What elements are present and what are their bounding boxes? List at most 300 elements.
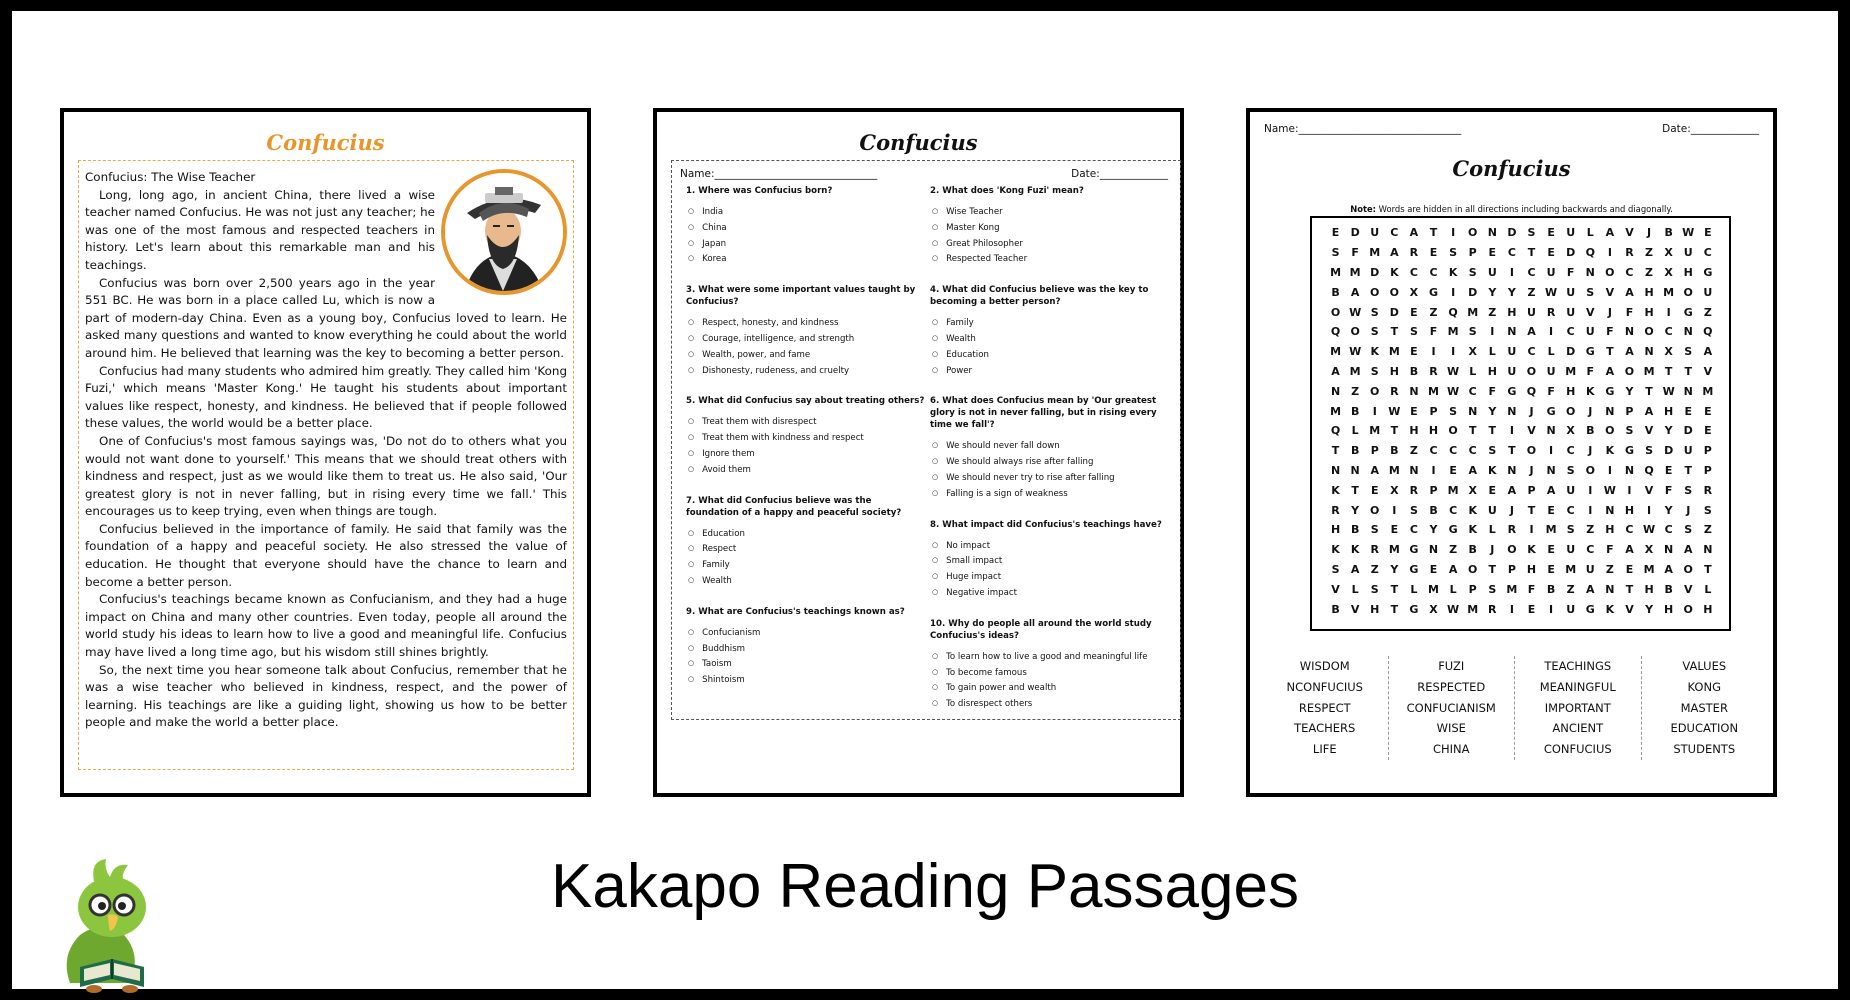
grid-letter[interactable]: H — [1566, 384, 1576, 398]
grid-letter[interactable]: N — [1644, 345, 1655, 359]
grid-letter[interactable]: L — [1351, 582, 1360, 596]
grid-letter[interactable]: C — [1703, 246, 1713, 260]
grid-letter[interactable]: L — [1449, 582, 1458, 596]
grid-letter[interactable]: I — [1431, 345, 1437, 359]
grid-letter[interactable]: K — [1331, 483, 1341, 497]
grid-letter[interactable]: H — [1703, 602, 1713, 616]
grid-letter[interactable]: A — [1350, 285, 1360, 299]
grid-letter[interactable]: X — [1644, 543, 1654, 557]
grid-letter[interactable]: L — [1704, 582, 1712, 596]
grid-letter[interactable]: T — [1645, 384, 1654, 398]
grid-letter[interactable]: C — [1566, 503, 1576, 517]
grid-letter[interactable]: H — [1624, 503, 1635, 517]
grid-letter[interactable]: D — [1389, 305, 1400, 319]
grid-letter[interactable]: I — [1588, 503, 1593, 517]
grid-letter[interactable]: E — [1410, 305, 1419, 319]
grid-letter[interactable]: P — [1507, 562, 1517, 576]
grid-letter[interactable]: W — [1447, 602, 1460, 616]
grid-letter[interactable]: N — [1487, 226, 1498, 240]
grid-letter[interactable]: M — [1388, 345, 1401, 359]
grid-letter[interactable]: U — [1487, 503, 1498, 517]
grid-letter[interactable]: N — [1507, 325, 1517, 339]
grid-letter[interactable]: T — [1331, 444, 1340, 458]
grid-letter[interactable]: N — [1624, 325, 1635, 339]
grid-letter[interactable]: A — [1605, 226, 1615, 240]
answer-option[interactable]: ○ Treat them with kindness and respect — [686, 431, 926, 447]
grid-letter[interactable]: K — [1468, 503, 1478, 517]
grid-letter[interactable]: S — [1370, 305, 1380, 319]
grid-letter[interactable]: S — [1566, 463, 1576, 477]
grid-letter[interactable]: X — [1664, 345, 1674, 359]
grid-letter[interactable]: A — [1625, 543, 1635, 557]
grid-letter[interactable]: N — [1428, 543, 1439, 557]
grid-letter[interactable]: O — [1683, 602, 1694, 616]
grid-letter[interactable]: Q — [1448, 305, 1459, 319]
grid-letter[interactable]: G — [1585, 345, 1596, 359]
grid-letter[interactable]: O — [1644, 325, 1655, 339]
grid-letter[interactable]: R — [1409, 483, 1419, 497]
grid-letter[interactable]: U — [1566, 602, 1576, 616]
grid-letter[interactable]: Y — [1645, 602, 1654, 616]
grid-letter[interactable]: T — [1508, 444, 1517, 458]
grid-letter[interactable]: K — [1527, 543, 1537, 557]
grid-letter[interactable]: U — [1527, 305, 1537, 319]
grid-letter[interactable]: O — [1389, 285, 1400, 299]
grid-letter[interactable]: D — [1566, 246, 1576, 260]
answer-option[interactable]: ○ Japan — [686, 237, 926, 253]
answer-option[interactable]: ○ To gain power and wealth — [930, 681, 1170, 697]
grid-letter[interactable]: O — [1605, 424, 1616, 438]
grid-letter[interactable]: M — [1663, 285, 1675, 299]
grid-letter[interactable]: U — [1546, 364, 1557, 378]
grid-letter[interactable]: A — [1703, 345, 1713, 359]
grid-letter[interactable]: N — [1546, 463, 1557, 477]
grid-letter[interactable]: O — [1683, 562, 1694, 576]
grid-letter[interactable]: H — [1507, 305, 1517, 319]
answer-option[interactable]: ○ Buddhism — [686, 642, 926, 658]
quiz-page[interactable] — [653, 108, 1184, 797]
grid-letter[interactable]: T — [1488, 562, 1497, 576]
grid-letter[interactable]: S — [1645, 444, 1654, 458]
grid-letter[interactable]: W — [1682, 226, 1695, 240]
grid-letter[interactable]: A — [1586, 582, 1596, 596]
grid-letter[interactable]: W — [1642, 523, 1656, 537]
answer-option[interactable]: ○ Avoid them — [686, 463, 926, 479]
grid-letter[interactable]: E — [1625, 562, 1634, 576]
grid-letter[interactable]: J — [1509, 503, 1515, 517]
grid-letter[interactable]: R — [1409, 246, 1419, 260]
grid-letter[interactable]: R — [1546, 305, 1556, 319]
grid-letter[interactable]: T — [1468, 424, 1477, 438]
grid-letter[interactable]: N — [1409, 384, 1420, 398]
grid-letter[interactable]: R — [1625, 246, 1635, 260]
grid-letter[interactable]: I — [1607, 463, 1613, 477]
grid-letter[interactable]: U — [1507, 364, 1517, 378]
grid-letter[interactable]: E — [1547, 562, 1556, 576]
answer-option[interactable]: ○ Huge impact — [930, 570, 1170, 586]
grid-letter[interactable]: E — [1429, 246, 1438, 260]
grid-letter[interactable]: N — [1605, 582, 1615, 596]
answer-option[interactable]: ○ Education — [930, 348, 1170, 364]
grid-letter[interactable]: S — [1370, 582, 1380, 596]
grid-letter[interactable]: C — [1625, 523, 1634, 537]
grid-letter[interactable]: U — [1566, 285, 1576, 299]
grid-letter[interactable]: R — [1703, 483, 1713, 497]
grid-letter[interactable]: N — [1409, 463, 1420, 477]
grid-letter[interactable]: X — [1390, 483, 1400, 497]
grid-letter[interactable]: A — [1527, 325, 1537, 339]
grid-letter[interactable]: B — [1390, 444, 1400, 458]
grid-letter[interactable]: T — [1625, 582, 1634, 596]
grid-letter[interactable]: Y — [1390, 562, 1399, 576]
grid-letter[interactable]: E — [1547, 246, 1556, 260]
grid-letter[interactable]: F — [1527, 582, 1536, 596]
grid-letter[interactable]: S — [1468, 325, 1478, 339]
grid-letter[interactable]: A — [1683, 543, 1693, 557]
grid-letter[interactable]: U — [1566, 305, 1576, 319]
grid-letter[interactable]: M — [1428, 582, 1440, 596]
grid-letter[interactable]: N — [1507, 463, 1517, 477]
grid-letter[interactable]: E — [1527, 602, 1536, 616]
grid-letter[interactable]: W — [1447, 384, 1460, 398]
grid-letter[interactable]: A — [1546, 483, 1556, 497]
grid-letter[interactable]: M — [1643, 364, 1656, 378]
grid-letter[interactable]: I — [1529, 523, 1535, 537]
grid-letter[interactable]: R — [1390, 384, 1400, 398]
grid-letter[interactable]: L — [1547, 345, 1556, 359]
grid-letter[interactable]: S — [1586, 285, 1595, 299]
grid-letter[interactable]: B — [1546, 582, 1556, 596]
grid-letter[interactable]: E — [1410, 345, 1419, 359]
grid-letter[interactable]: Q — [1526, 384, 1537, 398]
grid-letter[interactable]: Z — [1527, 285, 1536, 299]
grid-letter[interactable]: S — [1409, 325, 1419, 339]
answer-option[interactable]: ○ No impact — [930, 539, 1170, 555]
grid-letter[interactable]: G — [1507, 384, 1517, 398]
grid-letter[interactable]: G — [1546, 404, 1557, 418]
grid-letter[interactable]: N — [1330, 463, 1341, 477]
grid-letter[interactable]: N — [1507, 404, 1517, 418]
grid-letter[interactable]: Z — [1488, 305, 1497, 319]
grid-letter[interactable]: X — [1664, 265, 1674, 279]
grid-letter[interactable]: P — [1703, 463, 1713, 477]
grid-letter[interactable]: F — [1586, 364, 1595, 378]
grid-letter[interactable]: W — [1349, 345, 1362, 359]
grid-letter[interactable]: I — [1372, 404, 1378, 418]
grid-letter[interactable]: C — [1566, 325, 1576, 339]
grid-letter[interactable]: E — [1547, 503, 1556, 517]
grid-letter[interactable]: O — [1585, 463, 1596, 477]
grid-letter[interactable]: T — [1390, 602, 1399, 616]
grid-letter[interactable]: B — [1350, 404, 1360, 418]
grid-letter[interactable]: I — [1490, 325, 1495, 339]
grid-letter[interactable]: X — [1566, 424, 1576, 438]
grid-letter[interactable]: N — [1605, 503, 1615, 517]
grid-letter[interactable]: C — [1527, 265, 1537, 279]
grid-letter[interactable]: S — [1625, 424, 1634, 438]
grid-letter[interactable]: H — [1428, 424, 1439, 438]
answer-option[interactable]: ○ Wealth, power, and fame — [686, 348, 926, 364]
grid-letter[interactable]: B — [1664, 226, 1674, 240]
grid-letter[interactable]: A — [1331, 364, 1341, 378]
grid-letter[interactable]: Y — [1488, 404, 1497, 418]
grid-letter[interactable]: P — [1429, 483, 1439, 497]
grid-letter[interactable]: V — [1605, 285, 1615, 299]
grid-letter[interactable]: E — [1684, 404, 1693, 418]
grid-letter[interactable]: W — [1349, 305, 1362, 319]
grid-letter[interactable]: K — [1488, 463, 1498, 477]
grid-letter[interactable]: N — [1703, 543, 1713, 557]
grid-letter[interactable]: G — [1429, 285, 1439, 299]
grid-letter[interactable]: I — [1627, 483, 1632, 497]
grid-letter[interactable]: H — [1664, 404, 1674, 418]
grid-letter[interactable]: J — [1588, 444, 1593, 458]
grid-letter[interactable]: I — [1666, 305, 1672, 319]
grid-letter[interactable]: S — [1488, 444, 1497, 458]
grid-letter[interactable]: I — [1607, 246, 1613, 260]
grid-letter[interactable]: O — [1370, 503, 1380, 517]
answer-option[interactable]: ○ Respected Teacher — [930, 252, 1170, 268]
grid-letter[interactable]: F — [1351, 246, 1360, 260]
grid-letter[interactable]: I — [1392, 503, 1397, 517]
grid-letter[interactable]: R — [1507, 523, 1517, 537]
grid-letter[interactable]: V — [1331, 582, 1341, 596]
grid-letter[interactable]: C — [1449, 444, 1458, 458]
grid-letter[interactable]: M — [1330, 345, 1342, 359]
grid-letter[interactable]: J — [1529, 463, 1535, 477]
grid-letter[interactable]: Z — [1351, 384, 1360, 398]
grid-letter[interactable]: K — [1605, 444, 1615, 458]
grid-letter[interactable]: Z — [1449, 543, 1458, 557]
grid-letter[interactable]: O — [1683, 285, 1694, 299]
grid-letter[interactable]: S — [1370, 523, 1380, 537]
grid-letter[interactable]: L — [1469, 364, 1477, 378]
answer-option[interactable]: ○ Wise Teacher — [930, 205, 1170, 221]
grid-letter[interactable]: Z — [1605, 562, 1615, 576]
grid-letter[interactable]: N — [1664, 543, 1674, 557]
grid-letter[interactable]: U — [1507, 345, 1517, 359]
grid-letter[interactable]: E — [1390, 523, 1399, 537]
grid-letter[interactable]: T — [1684, 463, 1693, 477]
grid-letter[interactable]: B — [1331, 602, 1341, 616]
grid-letter[interactable]: C — [1409, 265, 1419, 279]
grid-letter[interactable]: U — [1683, 444, 1694, 458]
grid-letter[interactable]: Y — [1351, 503, 1360, 517]
grid-letter[interactable]: U — [1566, 226, 1576, 240]
grid-letter[interactable]: M — [1349, 364, 1362, 378]
answer-option[interactable]: ○ We should always rise after falling — [930, 455, 1170, 471]
answer-option[interactable]: ○ Master Kong — [930, 221, 1170, 237]
grid-letter[interactable]: M — [1388, 543, 1401, 557]
answer-option[interactable]: ○ Treat them with disrespect — [686, 415, 926, 431]
grid-letter[interactable]: C — [1566, 444, 1576, 458]
answer-option[interactable]: ○ Family — [930, 316, 1170, 332]
grid-letter[interactable]: T — [1704, 562, 1713, 576]
grid-letter[interactable]: Y — [1429, 523, 1438, 537]
grid-letter[interactable]: N — [1468, 404, 1478, 418]
grid-letter[interactable]: R — [1331, 503, 1341, 517]
grid-letter[interactable]: H — [1644, 285, 1655, 299]
answer-option[interactable]: ○ Shintoism — [686, 673, 926, 689]
grid-letter[interactable]: J — [1529, 404, 1535, 418]
grid-letter[interactable]: W — [1545, 285, 1558, 299]
grid-letter[interactable]: O — [1468, 226, 1478, 240]
grid-letter[interactable]: W — [1662, 384, 1676, 398]
grid-letter[interactable]: G — [1703, 265, 1713, 279]
grid-letter[interactable]: C — [1625, 265, 1634, 279]
grid-letter[interactable]: M — [1349, 265, 1362, 279]
grid-letter[interactable]: P — [1703, 444, 1713, 458]
grid-letter[interactable]: Y — [1488, 285, 1497, 299]
grid-letter[interactable]: S — [1370, 325, 1380, 339]
grid-letter[interactable]: S — [1468, 265, 1478, 279]
grid-letter[interactable]: J — [1607, 305, 1613, 319]
grid-letter[interactable]: O — [1448, 424, 1459, 438]
grid-letter[interactable]: Y — [1507, 285, 1517, 299]
grid-letter[interactable]: G — [1683, 305, 1694, 319]
grid-letter[interactable]: S — [1566, 523, 1576, 537]
grid-letter[interactable]: I — [1549, 444, 1554, 458]
grid-letter[interactable]: H — [1644, 582, 1655, 596]
grid-letter[interactable]: C — [1527, 345, 1537, 359]
grid-letter[interactable]: V — [1625, 226, 1635, 240]
grid-letter[interactable]: W — [1447, 364, 1460, 378]
grid-letter[interactable]: I — [1451, 345, 1456, 359]
grid-letter[interactable]: S — [1684, 523, 1693, 537]
grid-letter[interactable]: P — [1468, 582, 1478, 596]
answer-option[interactable]: ○ Ignore them — [686, 447, 926, 463]
grid-letter[interactable]: Z — [1370, 562, 1380, 576]
grid-letter[interactable]: I — [1647, 503, 1652, 517]
answer-option[interactable]: ○ Negative impact — [930, 586, 1170, 602]
grid-letter[interactable]: O — [1370, 285, 1380, 299]
grid-letter[interactable]: Y — [1664, 424, 1674, 438]
grid-letter[interactable]: D — [1683, 424, 1694, 438]
grid-letter[interactable]: O — [1350, 325, 1361, 339]
grid-letter[interactable]: T — [1664, 364, 1673, 378]
grid-letter[interactable]: Z — [1703, 305, 1713, 319]
grid-letter[interactable]: H — [1526, 562, 1537, 576]
grid-letter[interactable]: F — [1664, 483, 1673, 497]
grid-letter[interactable]: I — [1509, 265, 1515, 279]
grid-letter[interactable]: S — [1449, 246, 1458, 260]
grid-letter[interactable]: B — [1350, 523, 1360, 537]
grid-letter[interactable]: X — [1468, 345, 1478, 359]
grid-letter[interactable]: R — [1429, 364, 1439, 378]
grid-letter[interactable]: E — [1370, 483, 1379, 497]
grid-letter[interactable]: K — [1586, 384, 1596, 398]
grid-letter[interactable]: G — [1448, 523, 1459, 537]
grid-letter[interactable]: A — [1507, 483, 1517, 497]
grid-letter[interactable]: N — [1330, 384, 1341, 398]
grid-letter[interactable]: H — [1370, 602, 1380, 616]
grid-letter[interactable]: E — [1704, 424, 1713, 438]
grid-letter[interactable]: D — [1350, 226, 1361, 240]
grid-letter[interactable]: N — [1546, 424, 1557, 438]
grid-letter[interactable]: Z — [1409, 444, 1419, 458]
grid-letter[interactable]: N — [1350, 463, 1361, 477]
grid-letter[interactable]: X — [1664, 246, 1674, 260]
word-search-page[interactable] — [1246, 108, 1777, 797]
grid-letter[interactable]: M — [1702, 384, 1714, 398]
grid-letter[interactable]: M — [1643, 562, 1656, 576]
grid-letter[interactable]: F — [1606, 543, 1615, 557]
answer-option[interactable]: ○ India — [686, 205, 926, 221]
grid-letter[interactable]: S — [1684, 483, 1693, 497]
grid-letter[interactable]: A — [1468, 463, 1478, 477]
grid-letter[interactable]: V — [1644, 424, 1654, 438]
grid-letter[interactable]: H — [1644, 305, 1655, 319]
grid-letter[interactable]: A — [1370, 463, 1380, 477]
grid-letter[interactable]: T — [1527, 246, 1536, 260]
grid-letter[interactable]: M — [1330, 404, 1342, 418]
grid-letter[interactable]: A — [1409, 226, 1419, 240]
grid-letter[interactable]: T — [1390, 424, 1399, 438]
grid-letter[interactable]: K — [1390, 265, 1400, 279]
answer-option[interactable]: ○ Power — [930, 364, 1170, 380]
grid-letter[interactable]: I — [1509, 424, 1515, 438]
grid-letter[interactable]: T — [1527, 503, 1536, 517]
grid-letter[interactable]: U — [1703, 285, 1713, 299]
answer-option[interactable]: ○ Wealth — [686, 574, 926, 590]
grid-letter[interactable]: P — [1429, 404, 1439, 418]
grid-letter[interactable]: I — [1431, 463, 1437, 477]
grid-letter[interactable]: C — [1507, 246, 1517, 260]
grid-letter[interactable]: Q — [1330, 325, 1341, 339]
grid-letter[interactable]: Z — [1645, 265, 1654, 279]
grid-letter[interactable]: A — [1625, 345, 1635, 359]
grid-letter[interactable]: U — [1585, 325, 1596, 339]
answer-option[interactable]: ○ To learn how to live a good and meaningful life — [930, 650, 1170, 666]
grid-letter[interactable]: O — [1330, 305, 1341, 319]
grid-letter[interactable]: A — [1448, 562, 1458, 576]
grid-letter[interactable]: C — [1449, 503, 1458, 517]
grid-letter[interactable]: K — [1370, 345, 1380, 359]
grid-letter[interactable]: L — [1410, 582, 1418, 596]
grid-letter[interactable]: C — [1664, 523, 1674, 537]
grid-letter[interactable]: Q — [1703, 325, 1713, 339]
grid-letter[interactable]: Q — [1644, 463, 1655, 477]
answer-option[interactable]: ○ We should never fall down — [930, 439, 1170, 455]
grid-letter[interactable]: H — [1605, 523, 1615, 537]
grid-letter[interactable]: H — [1409, 424, 1420, 438]
answer-option[interactable]: ○ Taoism — [686, 657, 926, 673]
answer-option[interactable]: ○ Korea — [686, 252, 926, 268]
grid-letter[interactable]: N — [1683, 384, 1694, 398]
grid-letter[interactable]: U — [1585, 562, 1596, 576]
grid-letter[interactable]: O — [1526, 364, 1537, 378]
grid-letter[interactable]: W — [1603, 483, 1617, 497]
grid-letter[interactable]: M — [1388, 463, 1401, 477]
grid-letter[interactable]: R — [1370, 543, 1380, 557]
grid-letter[interactable]: H — [1683, 265, 1694, 279]
grid-letter[interactable]: E — [1410, 404, 1419, 418]
grid-letter[interactable]: Z — [1429, 305, 1438, 319]
grid-letter[interactable]: V — [1527, 424, 1537, 438]
grid-letter[interactable]: K — [1448, 265, 1458, 279]
grid-letter[interactable]: G — [1409, 543, 1419, 557]
grid-letter[interactable]: K — [1605, 602, 1615, 616]
grid-letter[interactable]: E — [1488, 483, 1497, 497]
grid-letter[interactable]: S — [1527, 226, 1536, 240]
grid-letter[interactable]: V — [1703, 364, 1713, 378]
grid-letter[interactable]: C — [1390, 226, 1399, 240]
grid-letter[interactable]: O — [1605, 265, 1616, 279]
grid-letter[interactable]: Y — [1625, 384, 1634, 398]
grid-letter[interactable]: M — [1447, 483, 1460, 497]
grid-letter[interactable]: E — [1429, 562, 1438, 576]
grid-letter[interactable]: O — [1370, 384, 1380, 398]
